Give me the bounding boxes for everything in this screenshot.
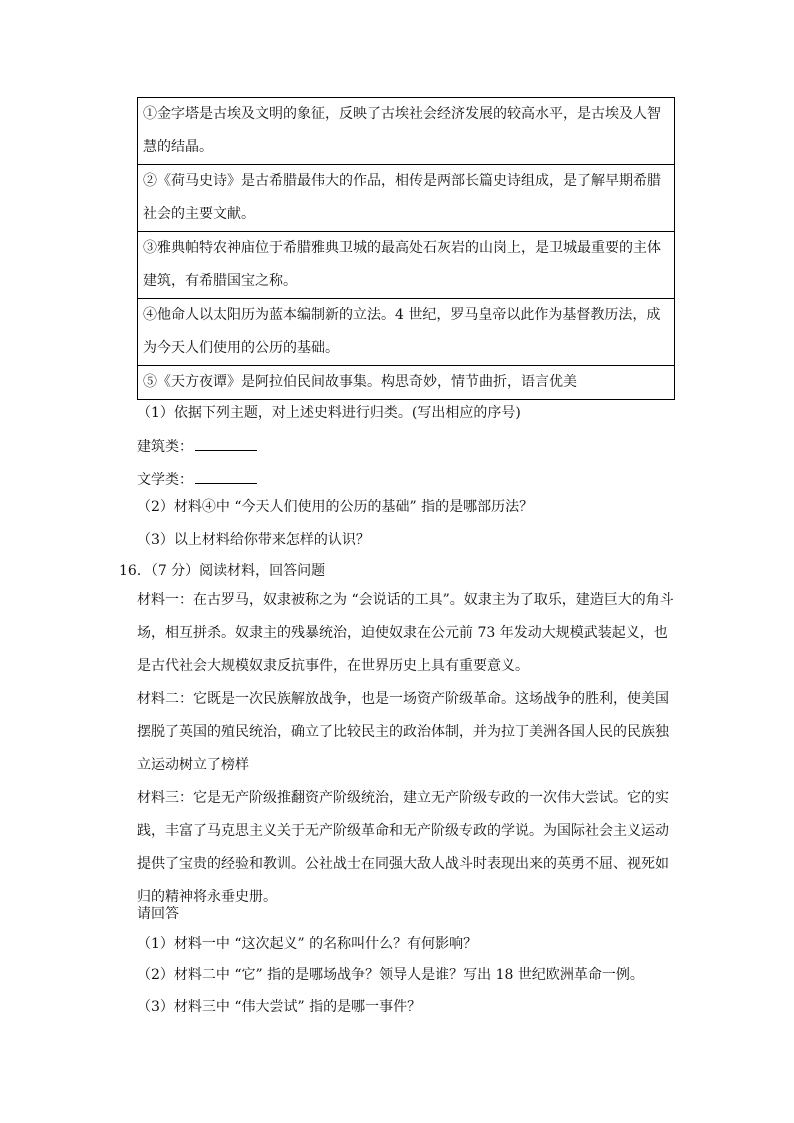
materials-table: [137, 97, 675, 400]
q16-header: 16．（7 分）阅读材料，回答问题: [119, 563, 326, 579]
q15-literature-label: 文学类：: [137, 472, 193, 488]
q15-sub1: （1）依据下列主题，对上述史料进行归类。(写出相应的序号): [137, 405, 521, 421]
q16-prompt: 请回答: [137, 906, 179, 922]
q16-sub3: （3）材料三中 “伟大尝试” 指的是哪一事件？: [137, 999, 422, 1015]
q15-sub3: （3）以上材料给你带来怎样的认识？: [137, 532, 370, 548]
material-cell-2: ②《荷马史诗》是古希腊最伟大的作品，相传是两部长篇史诗组成，是了解早期希腊社会的主要文献。: [138, 165, 675, 232]
material-row-3: [138, 232, 675, 299]
material-cell-5: ⑤《天方夜谭》是阿拉伯民间故事集。构思奇妙，情节曲折，语言优美: [138, 366, 675, 400]
material-row-5: [138, 366, 675, 400]
q16-material-2: 材料二：它既是一次民族解放战争，也是一场资产阶级革命。这场战争的胜利，使美国摆脱了英国的殖民统治，确立了比较民主的政治体制，并为拉丁美洲各国人民的民族独立运动树立了榜样: [137, 691, 669, 773]
architecture-answer-blank[interactable]: [195, 436, 257, 451]
q15-architecture-label: 建筑类：: [137, 439, 193, 455]
material-cell-4: ④他命人以太阳历为蓝本编制新的立法。4 世纪，罗马皇帝以此作为基督教历法，成为今天人们使用的公历的基础。: [138, 299, 675, 366]
material-row-1: [138, 98, 675, 165]
q15-literature-row: [137, 469, 257, 490]
q15-sub2: （2）材料④中 “今天人们使用的公历的基础” 指的是哪部历法？: [137, 499, 534, 515]
material-row-4: [138, 299, 675, 366]
q16-sub1: （1）材料一中 “这次起义” 的名称叫什么？有何影响？: [137, 936, 478, 952]
material-cell-1: ①金字塔是古埃及文明的象征，反映了古埃社会经济发展的较高水平，是古埃及人智慧的结晶。: [138, 98, 675, 165]
q16-material-3: 材料三：它是无产阶级推翻资产阶级统治，建立无产阶级专政的一次伟大尝试。它的实践，丰富了马克思主义关于无产阶级革命和无产阶级专政的学说。为国际社会主义运动提供了宝贵的经验和教训。公社战士在同强大敌人战斗时表现出来的英勇不屈、视死如归的精神将永垂史册。: [137, 790, 669, 905]
q16-sub2: （2）材料二中 “它” 指的是哪场战争？领导人是谁？写出 18 世纪欧洲革命一例。: [137, 967, 644, 983]
literature-answer-blank[interactable]: [195, 469, 257, 484]
q15-architecture-row: [137, 436, 257, 457]
material-cell-3: ③雅典帕特农神庙位于希腊雅典卫城的最高处石灰岩的山岗上，是卫城最重要的主体建筑，有希腊国宝之称。: [138, 232, 675, 299]
q16-material-1: 材料一：在古罗马，奴隶被称之为 “会说话的工具”。奴隶主为了取乐，建造巨大的角斗场，相互拼杀。奴隶主的残暴统治，迫使奴隶在公元前 73 年发动大规模武装起义，也是古代社会大规模奴隶反抗事件，在世界历史上具有重要意义。: [137, 592, 674, 674]
material-row-2: [138, 165, 675, 232]
